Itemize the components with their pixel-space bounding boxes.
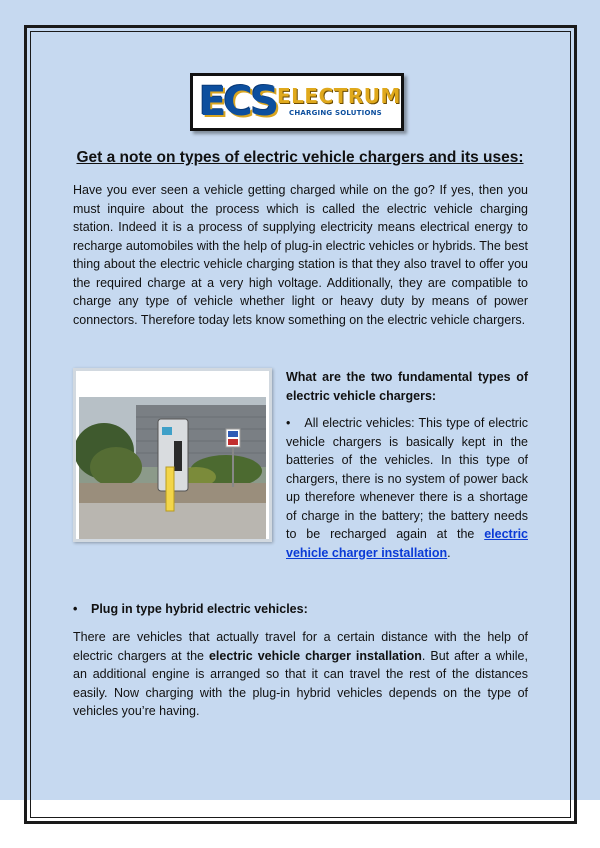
bold-keyword: electric vehicle charger installation [208, 648, 422, 663]
bullet-all-electric-text: All electric vehicles: This type of electric vehicle chargers is basically kept in the batteries of the vehicles. In this type of chargers, there is no system of power back up therefore whenever there is a shortage of charge in the battery; the battery needs to be recharged again at the [286, 416, 528, 541]
ev-charger-installation-link[interactable]: electric vehicle charger installation [286, 527, 528, 560]
bullet-marker: • [73, 602, 78, 616]
logo-name: ELECTRUM [277, 84, 401, 108]
section-heading-fundamental-types: What are the two fundamental types of electric vehicle chargers: [286, 370, 528, 403]
bullet-marker: • [286, 416, 291, 430]
intro-paragraph: Have you ever seen a vehicle getting charged while on the go? If yes, then you must inquire about the process which is called the electric vehicle charging station. Indeed it is a process of supplying electricity means electrical energy to recharge automobiles with the help of plug-in electric vehicles or hybrids. The best thing about the electric vehicle charging station is that they also travel to offer you the required charge at a very high voltage. Additionally, they are compatible to charge any type of vehicle whether light or heavy duty by means of power connectors. Therefore today lets know something on the electric vehicle chargers. [73, 183, 528, 327]
article-title: Get a note on types of electric vehicle chargers and its uses: [76, 149, 524, 166]
section-heading-plug-in-hybrid [73, 600, 308, 618]
paragraph-text-after: . But after a while, an additional engine is arranged so that it can travel the rest of the distances easily. Now charging with the plug-in hybrid vehicles depends on the type of vehicles you’re having. [73, 648, 528, 718]
plug-in-hybrid-heading-text: Plug in type hybrid electric vehicles: [91, 602, 308, 616]
paragraph-text-before: There are vehicles that actually travel for a certain distance with the help of electric chargers at the [73, 630, 528, 663]
plug-in-hybrid-paragraph [73, 628, 528, 721]
logo-tagline: CHARGING SOLUTIONS [289, 109, 382, 117]
bullet-all-electric [286, 414, 528, 562]
charging-station-photo [73, 368, 272, 542]
company-logo [190, 73, 404, 131]
bullet-end-period: . [447, 545, 451, 560]
logo-mark: ECS [199, 79, 277, 125]
